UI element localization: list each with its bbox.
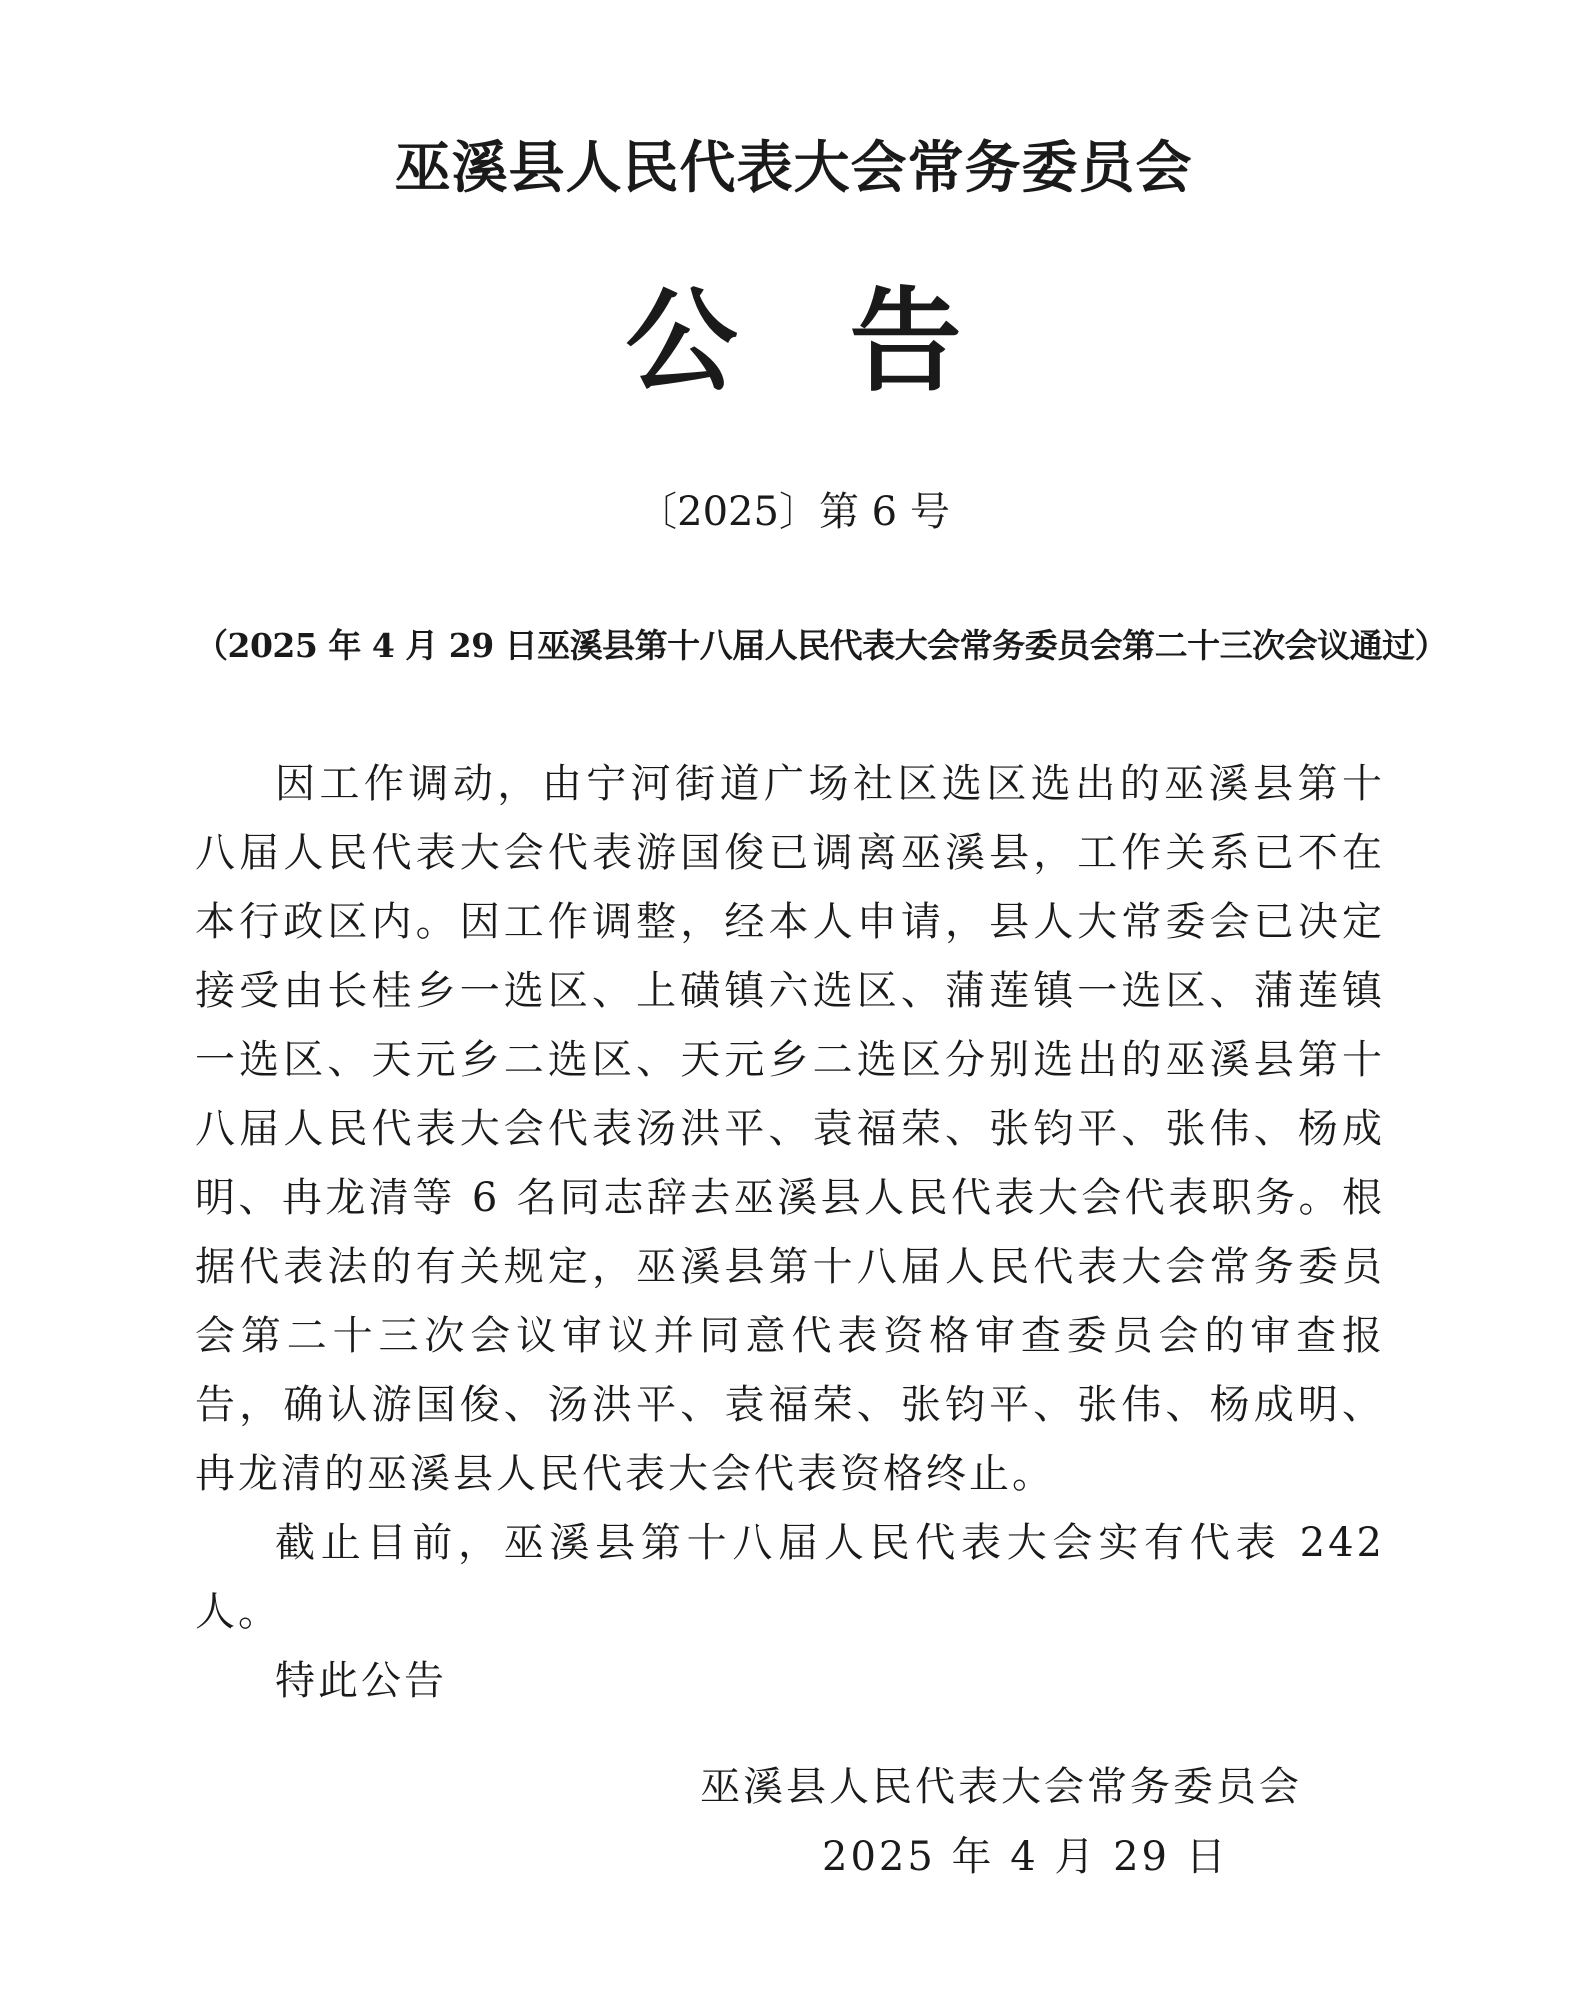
signature-block (700, 1752, 1340, 1892)
issuing-organization-header: 巫溪县人民代表大会常务委员会 (394, 135, 1193, 201)
body-paragraph-count: 截止目前，巫溪县第十八届人民代表大会实有代表 242 人。 (195, 1520, 1385, 1635)
document-title-char-2: 告 (849, 276, 962, 407)
announcement-body (195, 750, 1385, 1716)
document-title-char-1: 公 (625, 276, 738, 407)
signature-organization: 巫溪县人民代表大会常务委员会 (700, 1764, 1302, 1810)
meeting-approval-note: （2025 年 4 月 29 日巫溪县第十八届人民代表大会常务委员会第二十三次会议通过） (195, 626, 1448, 665)
body-paragraph-closing: 特此公告 (275, 1658, 447, 1704)
body-paragraph-main: 因工作调动，由宁河街道广场社区选区选出的巫溪县第十八届人民代表大会代表游国俊已调离巫溪县，工作关系已不在本行政区内。因工作调整，经本人申请，县人大常委会已决定接受由长桂乡一选区、上磺镇六选区、蒲莲镇一选区、蒲莲镇一选区、天元乡二选区、天元乡二选区分别选出的巫溪县第十八届人民代表大会代表汤洪平、袁福荣、张钧平、张伟、杨成明、冉龙清等 6 名同志辞去巫溪县人民代表大会代表职务。根据代表法的有关规定，巫溪县第十八届人民代表大会常务委员会第二十三次会议审议并同意代表资格审查委员会的审查报告，确认游国俊、汤洪平、袁福荣、张钧平、张伟、杨成明、冉龙清的巫溪县人民代表大会代表资格终止。 (195, 761, 1385, 1497)
signature-date: 2025 年 4 月 29 日 (822, 1834, 1229, 1880)
document-title (0, 272, 1587, 412)
document-number: 〔2025〕第 6 号 (637, 489, 950, 535)
